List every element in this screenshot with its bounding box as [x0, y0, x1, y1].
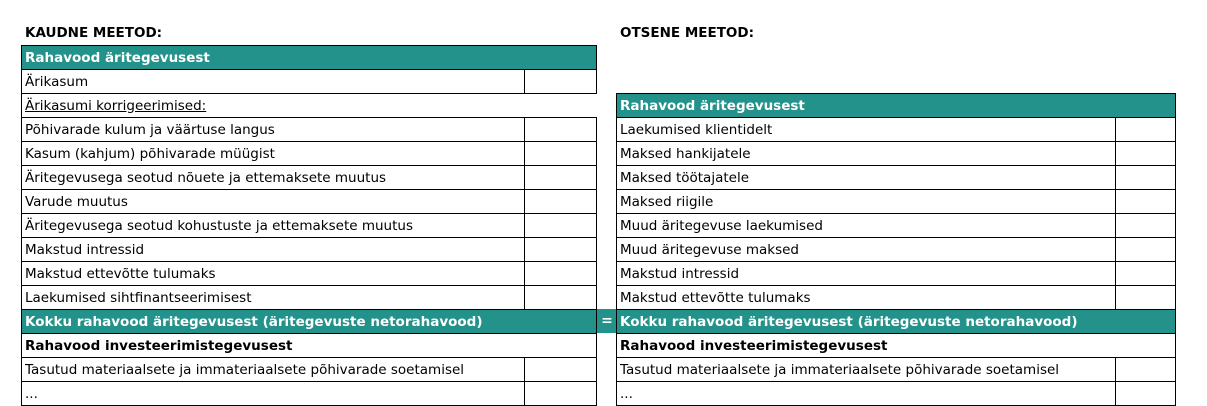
- row-label: Makstud ettevõtte tulumaks: [617, 286, 1116, 310]
- row-label: Äritegevusega seotud nõuete ja ettemaksete muutus: [22, 166, 525, 190]
- row-label: Varude muutus: [22, 190, 525, 214]
- indirect-method-table: [21, 45, 597, 406]
- table-row: [617, 238, 1176, 262]
- amount-cell[interactable]: [1116, 382, 1176, 406]
- amount-cell[interactable]: [525, 238, 597, 262]
- row-label: Tasutud materiaalsete ja immateriaalsete põhivarade soetamisel: [617, 358, 1116, 382]
- direct-total-row: Kokku rahavood äritegevusest (äritegevuste netorahavood): [617, 310, 1176, 334]
- table-row: [22, 142, 597, 166]
- table-row: [617, 286, 1176, 310]
- table-row: [22, 190, 597, 214]
- amount-cell[interactable]: [1116, 286, 1176, 310]
- row-label: Kasum (kahjum) põhivarade müügist: [22, 142, 525, 166]
- amount-cell[interactable]: [525, 70, 597, 94]
- table-row: [22, 262, 597, 286]
- table-row: [617, 262, 1176, 286]
- amount-cell[interactable]: [1116, 238, 1176, 262]
- indirect-total-row: Kokku rahavood äritegevusest (äritegevuste netorahavood): [22, 310, 597, 334]
- operating-profit-label: Ärikasum: [22, 70, 525, 94]
- amount-cell[interactable]: [525, 358, 597, 382]
- indirect-method-heading: KAUDNE MEETOD:: [25, 25, 163, 41]
- row-label: Laekumised sihtfinantseerimisest: [22, 286, 525, 310]
- amount-cell[interactable]: [525, 214, 597, 238]
- indirect-section-title: Rahavood äritegevusest: [22, 46, 597, 70]
- row-label: Laekumised klientidelt: [617, 118, 1116, 142]
- table-row: [617, 382, 1176, 406]
- row-label: Maksed riigile: [617, 190, 1116, 214]
- adjustments-label: [22, 94, 525, 118]
- amount-cell[interactable]: [1116, 214, 1176, 238]
- row-label: Makstud intressid: [617, 262, 1116, 286]
- table-row: [22, 358, 597, 382]
- indirect-investing-title: Rahavood investeerimistegevusest: [22, 334, 597, 358]
- row-label: Põhivarade kulum ja väärtuse langus: [22, 118, 525, 142]
- empty-cell: [525, 94, 597, 118]
- amount-cell[interactable]: [525, 382, 597, 406]
- amount-cell[interactable]: [525, 190, 597, 214]
- amount-cell[interactable]: [1116, 190, 1176, 214]
- row-label: Äritegevusega seotud kohustuste ja ettemaksete muutus: [22, 214, 525, 238]
- amount-cell[interactable]: [1116, 358, 1176, 382]
- table-row: [617, 214, 1176, 238]
- equals-sign: =: [597, 309, 617, 333]
- amount-cell[interactable]: [525, 118, 597, 142]
- table-row: [22, 166, 597, 190]
- direct-investing-title: Rahavood investeerimistegevusest: [617, 334, 1176, 358]
- row-label: Muud äritegevuse laekumised: [617, 214, 1116, 238]
- row-label: Maksed hankijatele: [617, 142, 1116, 166]
- row-label: Maksed töötajatele: [617, 166, 1116, 190]
- row-label: Makstud ettevõtte tulumaks: [22, 262, 525, 286]
- table-row: [22, 382, 597, 406]
- row-label: Makstud intressid: [22, 238, 525, 262]
- adjustments-label-text: Ärikasumi korrigeerimised:: [25, 97, 207, 114]
- table-row: [22, 238, 597, 262]
- amount-cell[interactable]: [525, 286, 597, 310]
- table-row: [617, 118, 1176, 142]
- table-row: [617, 166, 1176, 190]
- amount-cell[interactable]: [1116, 118, 1176, 142]
- amount-cell[interactable]: [525, 262, 597, 286]
- amount-cell[interactable]: [1116, 262, 1176, 286]
- table-row: [22, 286, 597, 310]
- row-label: ...: [617, 382, 1116, 406]
- row-label: Muud äritegevuse maksed: [617, 238, 1116, 262]
- direct-method-heading: OTSENE MEETOD:: [620, 25, 755, 41]
- amount-cell[interactable]: [1116, 166, 1176, 190]
- amount-cell[interactable]: [525, 166, 597, 190]
- table-row: [617, 358, 1176, 382]
- amount-cell[interactable]: [1116, 142, 1176, 166]
- table-row: [22, 214, 597, 238]
- table-row: [617, 142, 1176, 166]
- amount-cell[interactable]: [525, 142, 597, 166]
- direct-method-table: [616, 93, 1176, 406]
- row-label: Tasutud materiaalsete ja immateriaalsete põhivarade soetamisel: [22, 358, 525, 382]
- table-row: [22, 118, 597, 142]
- row-label: ...: [22, 382, 525, 406]
- direct-section-title: Rahavood äritegevusest: [617, 94, 1176, 118]
- table-row: [617, 190, 1176, 214]
